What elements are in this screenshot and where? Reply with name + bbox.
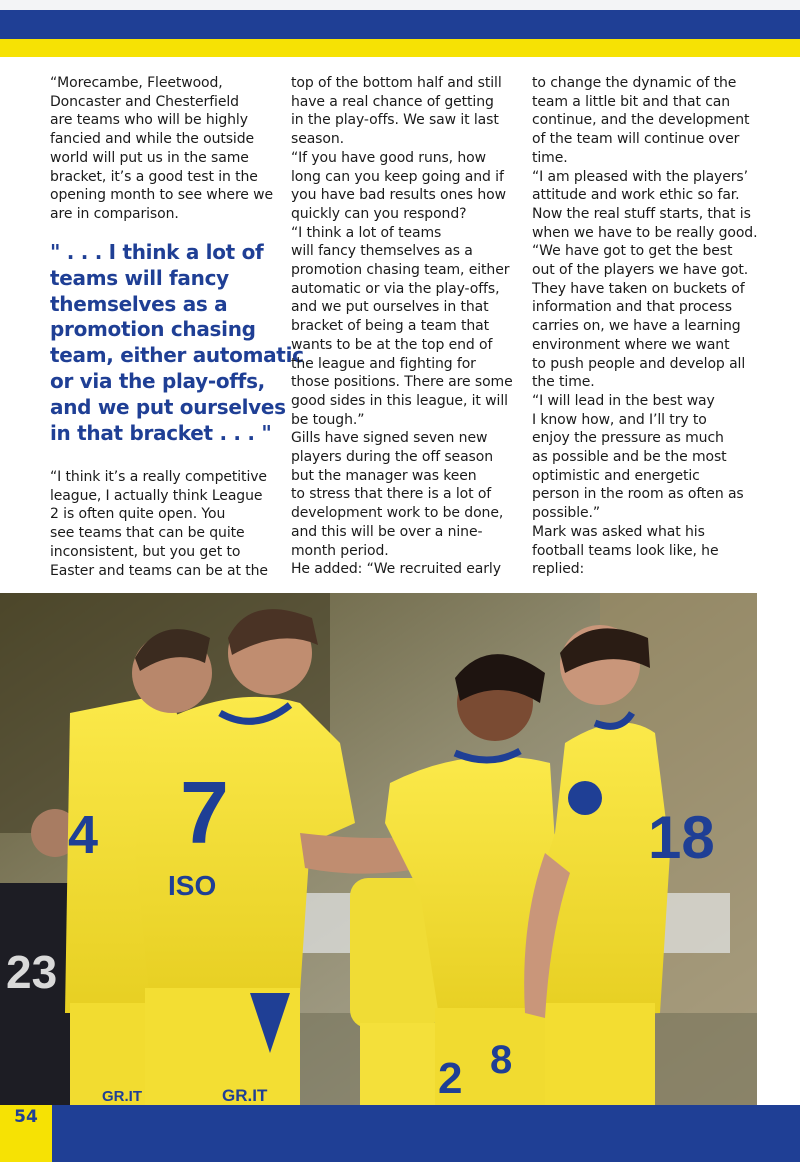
text-line: They have taken on buckets of (532, 280, 745, 297)
text-line: to stress that there is a lot of (291, 486, 492, 503)
text-line: enjoy the pressure as much (532, 430, 724, 447)
text-line: world will put us in the same (50, 149, 249, 166)
text-line: be tough.” (291, 411, 365, 428)
pull-quote-line: or via the play-offs, (50, 368, 265, 393)
pull-quote-line: and we put ourselves (50, 394, 286, 419)
text-line: Mark was asked what his (532, 523, 705, 540)
text-line: inconsistent, but you get to (50, 543, 241, 560)
text-line: will fancy themselves as a (291, 243, 473, 260)
shirt-number-label: 18 (648, 804, 715, 871)
text-line: Gills have signed seven new (291, 430, 488, 447)
text-line: football teams look like, he (532, 542, 719, 559)
text-line: continue, and the development (532, 112, 750, 129)
text-line: and we put ourselves in that (291, 299, 489, 316)
text-line: promotion chasing team, either (291, 262, 510, 279)
text-line: the league and fighting for (291, 355, 476, 372)
text-line: opening month to see where we (50, 187, 274, 204)
text-line: “I will lead in the best way (532, 392, 715, 409)
photo-illustration (0, 593, 757, 1105)
text-line: top of the bottom half and still (291, 75, 502, 91)
text-line: bracket of being a team that (291, 318, 490, 335)
text-line: to push people and develop all (532, 355, 746, 372)
text-line: environment where we want (532, 336, 730, 353)
text-line: to change the dynamic of the (532, 75, 737, 91)
text-line: those positions. There are some (291, 374, 513, 391)
shirt-number-label: 8 (490, 1038, 513, 1082)
text-line: automatic or via the play-offs, (291, 280, 500, 297)
text-line: “If you have good runs, how (291, 149, 486, 166)
team-celebration-photo (0, 593, 757, 1105)
text-line: the time. (532, 374, 595, 391)
pull-quote-line: " . . . I think a lot of (50, 240, 264, 264)
text-line: have a real chance of getting (291, 93, 494, 110)
text-line: wants to be at the top end of (291, 336, 493, 353)
shorts-sponsor-label: GR.IT (222, 1086, 268, 1105)
text-line: out of the players we have got. (532, 262, 749, 279)
top-edge-strip (0, 0, 800, 10)
text-line: I know how, and I’ll try to (532, 411, 707, 428)
text-line: see teams that can be quite (50, 525, 245, 542)
shorts-sponsor-label: GR.IT (102, 1088, 142, 1105)
pull-quote-line: themselves as a (50, 291, 228, 316)
pull-quote (50, 240, 304, 446)
text-line: Doncaster and Chesterfield (50, 93, 239, 110)
text-line: are in comparison. (50, 205, 179, 222)
text-line: you have bad results ones how (291, 187, 506, 204)
text-line: good sides in this league, it will (291, 392, 508, 409)
text-line: month period. (291, 542, 389, 559)
page-number: 54 (14, 1107, 38, 1127)
text-line: team a little bit and that can (532, 93, 731, 110)
text-line: carries on, we have a learning (532, 318, 741, 335)
pull-quote-line: team, either automatic (50, 343, 304, 368)
header-yellow-band (0, 39, 800, 57)
header-blue-band (0, 10, 800, 39)
text-line: person in the room as often as (532, 486, 744, 503)
shirt-number-label: 2 (438, 1054, 463, 1103)
text-line: fancied and while the outside (50, 131, 255, 148)
shirt-number-label: 4 (68, 805, 99, 865)
text-line: time. (532, 149, 568, 166)
text-line: as possible and be the most (532, 449, 727, 466)
text-column-1 (50, 74, 280, 224)
text-line: Easter and teams can be at the (50, 562, 268, 579)
text-line: in the play-offs. We saw it last (291, 112, 499, 129)
text-line: quickly can you respond? (291, 205, 467, 222)
text-line: players during the off season (291, 449, 493, 466)
text-line: He added: “We recruited early (291, 561, 501, 578)
column1-paragraph-1 (50, 74, 280, 224)
text-line: Now the real stuff starts, that is (532, 205, 751, 222)
text-line: of the team will continue over (532, 131, 740, 148)
text-line: replied: (532, 561, 585, 578)
pull-quote-line: promotion chasing (50, 317, 256, 342)
text-line: when we have to be really good. (532, 224, 758, 241)
text-line: 2 is often quite open. You (50, 506, 226, 523)
text-line: attitude and work ethic so far. (532, 187, 740, 204)
text-line: but the manager was keen (291, 467, 477, 484)
column1-paragraph-2 (50, 468, 280, 580)
footer-blue-band (52, 1105, 800, 1162)
text-line: “Morecambe, Fleetwood, (50, 75, 223, 91)
text-line: season. (291, 131, 344, 148)
text-line: information and that process (532, 299, 732, 316)
shirt-number-label: 7 (180, 763, 229, 862)
text-line: bracket, it’s a good test in the (50, 168, 258, 185)
text-line: optimistic and energetic (532, 467, 700, 484)
pull-quote-line: teams will fancy (50, 265, 229, 290)
text-line: are teams who will be highly (50, 112, 248, 129)
sponsor-label: ISO (168, 870, 217, 901)
text-line: long can you keep going and if (291, 168, 504, 185)
text-line: league, I actually think League (50, 487, 263, 504)
text-line: development work to be done, (291, 505, 504, 522)
sponsor-badge (568, 781, 602, 815)
text-line: and this will be over a nine- (291, 523, 483, 540)
pull-quote-line: in that bracket . . . " (50, 420, 272, 445)
text-line: “I think it’s a really competitive (50, 469, 267, 485)
text-column-2 (291, 74, 519, 579)
text-column-3 (532, 74, 762, 579)
opposition-shirt-number: 23 (6, 946, 58, 998)
text-line: “I am pleased with the players’ (532, 168, 748, 185)
text-line: “We have got to get the best (532, 243, 733, 260)
text-line: possible.” (532, 505, 601, 522)
text-line: “I think a lot of teams (291, 224, 442, 241)
